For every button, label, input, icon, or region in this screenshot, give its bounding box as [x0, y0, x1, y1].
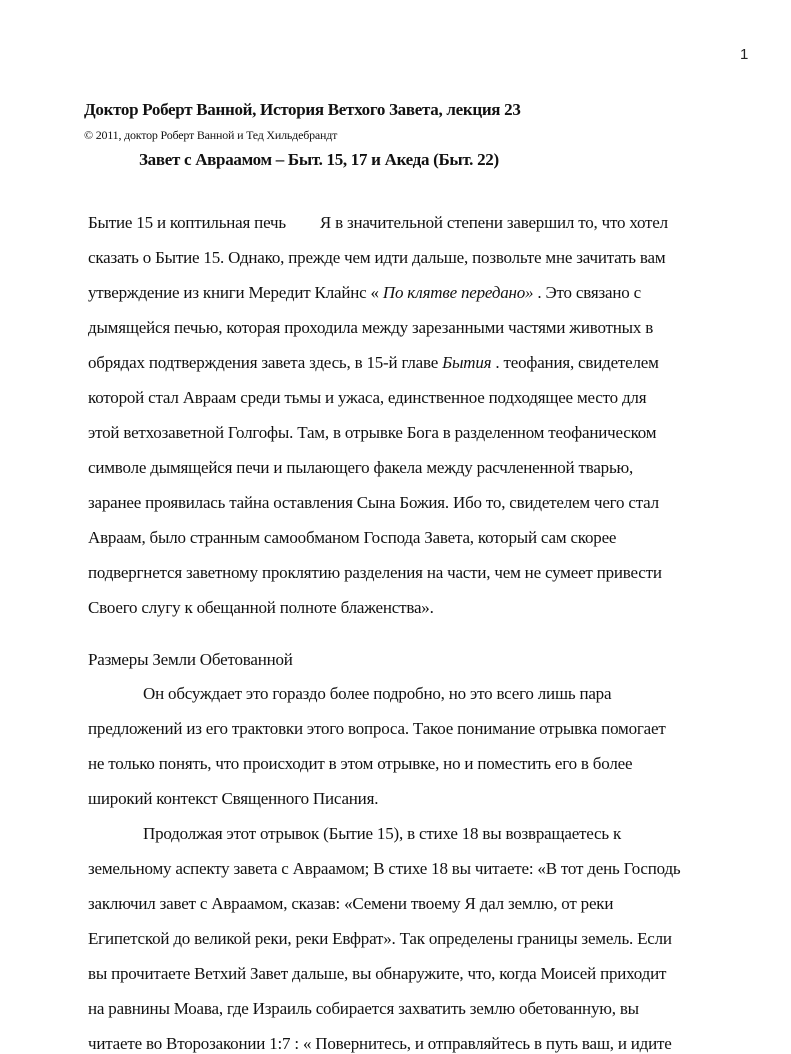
paragraph-line: подвергнется заветному проклятию разделения на части, чем не сумеет привести	[88, 563, 662, 582]
copyright-line: © 2011, доктор Роберт Ванной и Тед Хильдебрандт	[84, 128, 338, 142]
paragraph-line: сказать о Бытие 15. Однако, прежде чем идти дальше, позвольте мне зачитать вам	[88, 248, 666, 267]
paragraph-line: Продолжая этот отрывок (Бытие 15), в стихе 18 вы возвращаетесь к	[143, 824, 622, 843]
paragraph-line	[88, 213, 668, 233]
paragraph-line: земельному аспекту завета с Авраамом; В стихе 18 вы читаете: «В тот день Господь	[88, 859, 681, 878]
paragraph-line: заключил завет с Авраамом, сказав: «Семени твоему Я дал землю, от реки	[88, 894, 614, 913]
paragraph-line: заранее проявилась тайна оставления Сына Божия. Ибо то, свидетелем чего стал	[88, 493, 659, 512]
text-span: обрядах подтверждения завета здесь, в 15-й главе	[88, 353, 443, 372]
paragraph-line: Он обсуждает это гораздо более подробно, но это всего лишь пара	[143, 684, 612, 703]
text-span: Я в значительной степени завершил то, что хотел	[319, 213, 668, 232]
paragraph-line	[88, 283, 641, 303]
page-number: 1	[740, 46, 749, 63]
paragraph-line: вы прочитаете Ветхий Завет дальше, вы обнаружите, что, когда Моисей приходит	[88, 964, 667, 983]
paragraph-line: символе дымящейся печи и пылающего факела между расчлененной тварью,	[88, 458, 634, 477]
paragraph-line: читаете во Второзаконии 1:7 : « Повернитесь, и отправляйтесь в путь ваш, и идите	[88, 1034, 672, 1053]
paragraph-line	[88, 353, 659, 373]
paragraph-line: Египетской до великой реки, реки Евфрат». Так определены границы земель. Если	[88, 929, 672, 948]
paragraph-line: на равнины Моава, где Израиль собирается захватить землю обетованную, вы	[88, 999, 639, 1018]
section-heading: Бытие 15 и коптильная печь	[88, 213, 286, 232]
paragraph-line: Авраам, было странным самообманом Господа Завета, который сам скорее	[88, 528, 617, 547]
paragraph-line: Своего слугу к обещанной полноте блаженства».	[88, 598, 434, 617]
document-title: Доктор Роберт Ванной, История Ветхого Завета, лекция 23	[84, 100, 521, 119]
book-title: По клятве передано»	[382, 283, 534, 302]
paragraph-line: не только понять, что происходит в этом отрывке, но и поместить его в более	[88, 754, 633, 773]
section-heading: Размеры Земли Обетованной	[88, 650, 293, 669]
paragraph-line: этой ветхозаветной Голгофы. Там, в отрывке Бога в разделенном теофаническом	[88, 423, 657, 442]
text-span: . теофания, свидетелем	[491, 353, 659, 372]
text-span: . Это связано с	[533, 283, 641, 302]
paragraph-line: которой стал Авраам среди тьмы и ужаса, единственное подходящее место для	[88, 388, 647, 407]
paragraph-line: предложений из его трактовки этого вопроса. Такое понимание отрывка помогает	[88, 719, 666, 738]
paragraph-line: широкий контекст Священного Писания.	[88, 789, 379, 808]
lecture-subtitle: Завет с Авраамом – Быт. 15, 17 и Акеда (Быт. 22)	[139, 150, 499, 169]
text-span: утверждение из книги Мередит Клайнс «	[88, 283, 383, 302]
paragraph-line: дымящейся печью, которая проходила между зарезанными частями животных в	[88, 318, 654, 337]
book-name: Бытия	[442, 353, 492, 372]
